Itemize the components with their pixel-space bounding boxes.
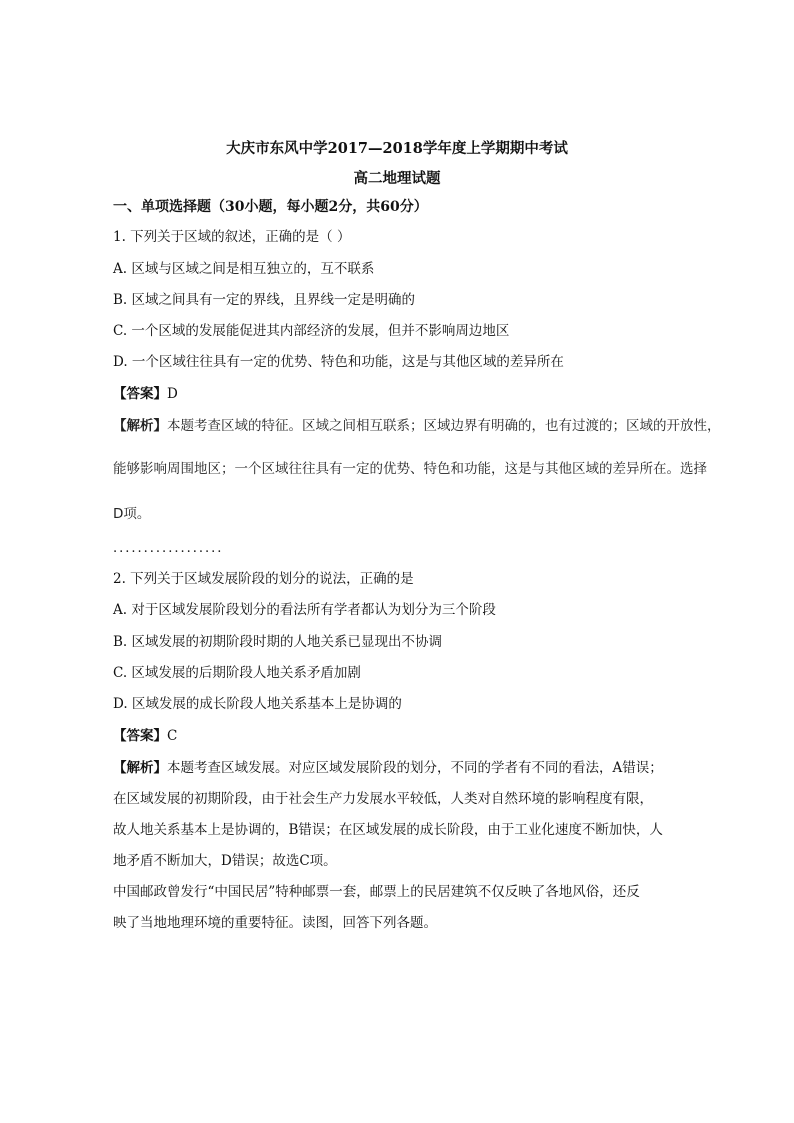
question-2-analysis-line-3: 故人地关系基本上是协调的，B错误；在区域发展的成长阶段，由于工业化速度不断加快，人 [113, 822, 663, 838]
answer-label: 【答案】 [113, 728, 167, 744]
analysis-text: 本题考查区域的特征。区域之间相互联系；区域边界有明确的，也有过渡的；区域的开放性， [167, 418, 721, 434]
question-2-stem: 2. 下列关于区域发展阶段的划分的说法，正确的是 [113, 571, 414, 587]
question-1-answer [113, 388, 178, 402]
question-2-option-b: B. 区域发展的初期阶段时期的人地关系已显现出不协调 [113, 634, 443, 650]
question-1-analysis-line-1 [113, 420, 721, 434]
answer-value: C [167, 728, 178, 744]
intro-line-1: 中国邮政曾发行“中国民居”特种邮票一套，邮票上的民居建筑不仅反映了各地风俗，还反 [113, 884, 640, 900]
question-1-stem: 1. 下列关于区域的叙述，正确的是（ ） [113, 229, 351, 245]
question-1-analysis-line-2: 能够影响周围地区；一个区域往往具有一定的优势、特色和功能，这是与其他区域的差异所在。选择 [113, 461, 707, 477]
question-1-option-c: C. 一个区域的发展能促进其内部经济的发展，但并不影响周边地区 [113, 323, 510, 339]
document-title: 大庆市东风中学2017—2018学年度上学期期中考试 [226, 140, 568, 157]
question-2-analysis-line-4: 地矛盾不断加大，D错误；故选C项。 [113, 853, 337, 869]
question-1-option-a: A. 区域与区域之间是相互独立的，互不联系 [113, 261, 375, 277]
question-1-option-d: D. 一个区域往往具有一定的优势、特色和功能，这是与其他区域的差异所在 [113, 354, 564, 370]
question-1-option-b: B. 区域之间具有一定的界线，且界线一定是明确的 [113, 292, 416, 308]
answer-label: 【答案】 [113, 386, 167, 402]
analysis-label: 【解析】 [113, 760, 167, 776]
separator-dots: .................. [113, 541, 224, 556]
answer-value: D [167, 386, 178, 402]
analysis-text: 本题考查区域发展。对应区域发展阶段的划分，不同的学者有不同的看法，A错误； [167, 760, 663, 776]
document-subtitle: 高二地理试题 [353, 170, 441, 187]
question-2-option-a: A. 对于区域发展阶段划分的看法所有学者都认为划分为三个阶段 [113, 602, 496, 618]
section-heading: 一、单项选择题（30小题，每小题2分，共60分） [113, 199, 428, 215]
question-2-analysis-line-1 [113, 762, 663, 776]
question-2-answer [113, 730, 177, 744]
question-2-option-d: D. 区域发展的成长阶段人地关系基本上是协调的 [113, 696, 402, 712]
question-2-option-c: C. 区域发展的后期阶段人地关系矛盾加剧 [113, 665, 361, 681]
question-1-analysis-line-3: D项。 [113, 506, 151, 522]
intro-line-2: 映了当地地理环境的重要特征。读图，回答下列各题。 [113, 915, 437, 931]
question-2-analysis-line-2: 在区域发展的初期阶段，由于社会生产力发展水平较低，人类对自然环境的影响程度有限， [113, 791, 653, 807]
analysis-label: 【解析】 [113, 418, 167, 434]
